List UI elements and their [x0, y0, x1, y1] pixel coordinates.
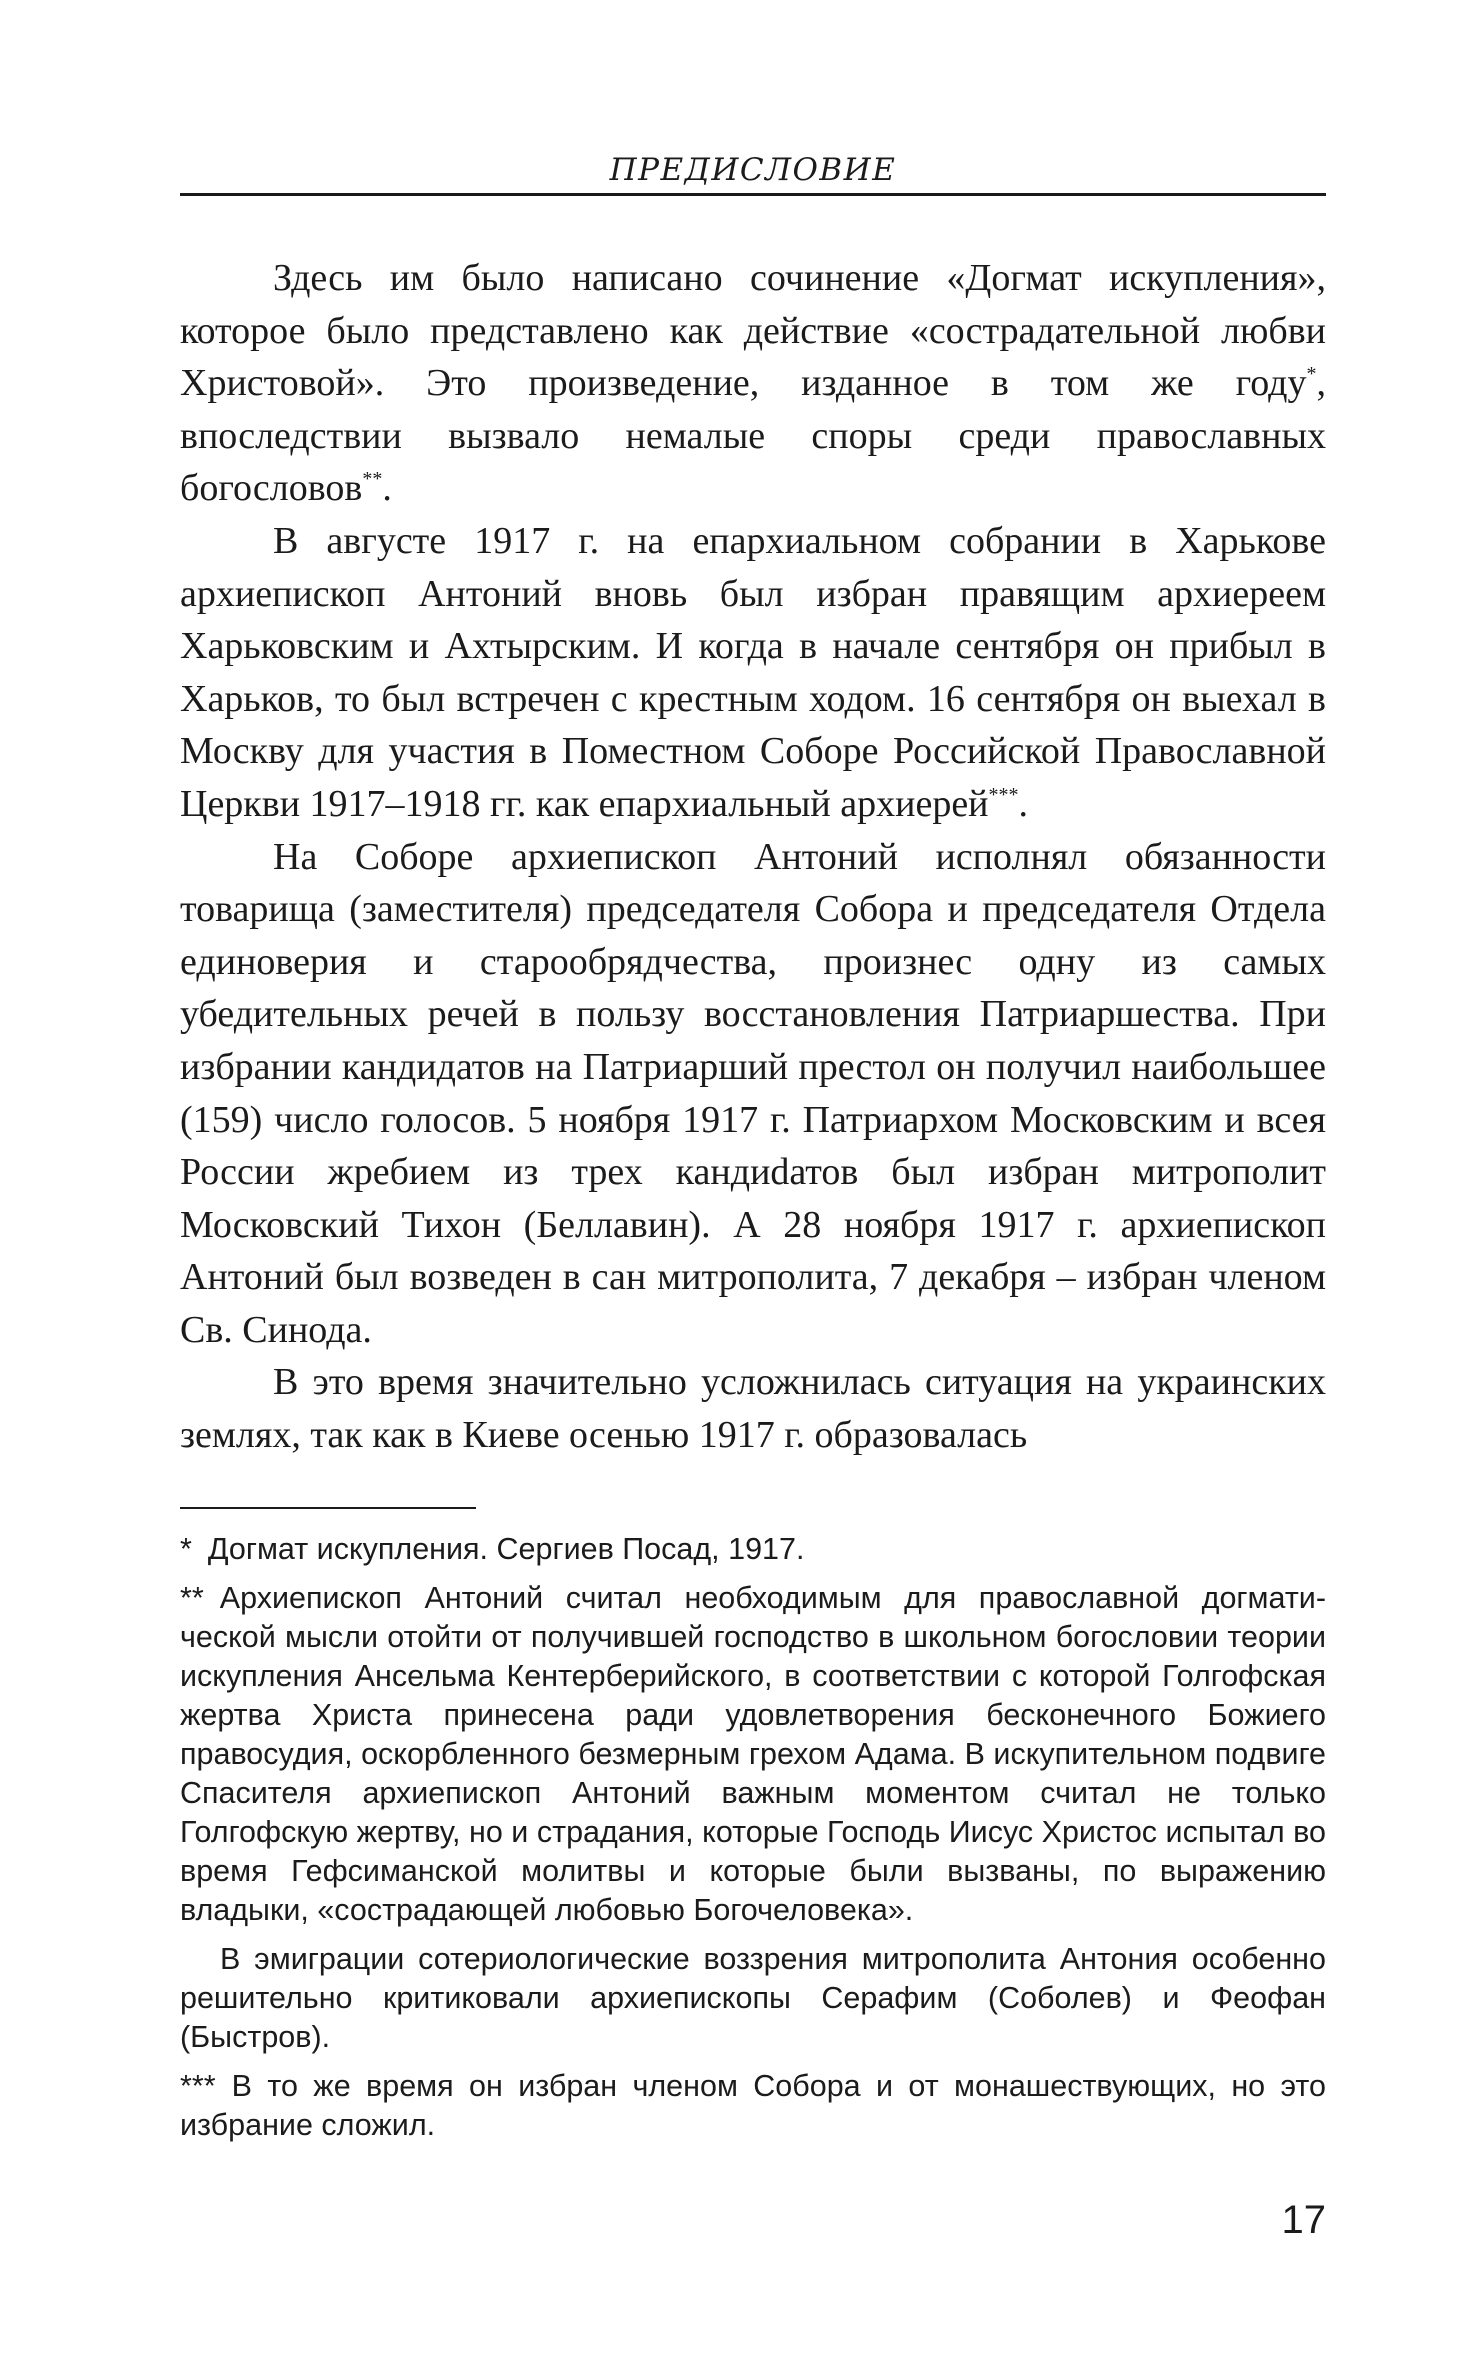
paragraph: На Соборе архиепископ Антоний исполнял обязанности товарища (заместителя) председателя Собора и председателя Отдела единоверия и старообрядчества, произнес одну из самых убедительных речей в пользу восстановления Патриаршества. При избрании кандидатов на Патриарший престол он получил наибольшее (159) число голосов. 5 ноября 1917 г. Патриархом Московским и всея России жребием из трех кандиdатов был избран митрополит Московский Тихон (Беллавин). А 28 ноября 1917 г. архиепископ Антоний был возведен в сан митрополита, 7 декабря – избран членом Св. Синода. — [180, 835, 1326, 1351]
paragraph-text: . — [382, 467, 392, 510]
footnote-text: Догмат искупления. Сергиев Посад, 1917. — [207, 1532, 805, 1566]
footnote-mark: *** — [180, 2069, 216, 2103]
footnote-text: В то же время он избран членом Собора и от монашествующих, но это избрание сложил. — [180, 2069, 1326, 2142]
paragraph-text: В августе 1917 г. на епархиальном собрании в Харькове архиепископ Антоний вновь был избран правящим архиереем Харьковским и Ахтырским. И когда в начале сентября он прибыл в Харьков, то был встречен с крестным ходом. 16 сентября он выехал в Москву для участия в Поместном Соборе Российской Православной Церкви 1917–1918 гг. как епархиальный архиерей — [180, 519, 1326, 825]
footnote-ref-1: * — [1306, 363, 1317, 386]
header-rule — [180, 193, 1326, 196]
footnote-mark: ** — [180, 1581, 204, 1615]
footnote-text: Архиепископ Антоний считал необходимым для православной догматической мысли отойти от получившей господство в школьном богословии теории искупления Ансельма Кентерберийского, в соответствии с которой Голгофская жертва Христа принесена ради удовлетворения бесконечного Божиего правосудия, оскорбленного безмерным грехом Адама. В искупительном подвиге Спасителя архиепископ Антоний важным моментом считал не только Голгофскую жертву, но и страдания, которые Господь Иисус Христос испытал во время Гефсиманской молитвы и которые были вызваны, по выражению владыки, «сострадающей любовью Богочеловека». — [180, 1581, 1326, 1927]
footnote-1 — [180, 1530, 1326, 1569]
paragraph-text: . — [1018, 782, 1029, 825]
page-number: 17 — [1281, 2198, 1326, 2242]
footnote-2-continued: В эмиграции сотериологические воззрения митрополита Антония особенно решительно критиковали архиепископы Серафим (Соболев) и Феофан (Быстров). — [180, 1942, 1326, 2054]
footnote-ref-2: ** — [362, 468, 383, 491]
running-head: ПРЕДИСЛОВИЕ — [609, 152, 897, 188]
main-text — [180, 252, 1326, 1462]
footnote-separator — [180, 1507, 476, 1509]
paragraph-text: , впоследствии вызвало немалые споры среди православных богословов — [180, 362, 1326, 510]
footnote-mark: * — [180, 1532, 192, 1566]
footnote-ref-3: *** — [988, 783, 1019, 806]
paragraph: В это время значительно усложнилась ситуация на украинских землях, так как в Киеве осенью 1917 г. образовалась — [180, 1361, 1326, 1457]
paragraph-text: Здесь им было написано сочинение «Догмат искупления», которое было представлено как действие «сострадательной любви Христовой». Это произведение, изданное в том же году — [180, 257, 1326, 405]
paragraph — [180, 515, 1326, 831]
footnote-2 — [180, 1579, 1326, 1930]
paragraph — [180, 252, 1326, 515]
footnote-3 — [180, 2067, 1326, 2145]
footnotes — [180, 1530, 1326, 2155]
